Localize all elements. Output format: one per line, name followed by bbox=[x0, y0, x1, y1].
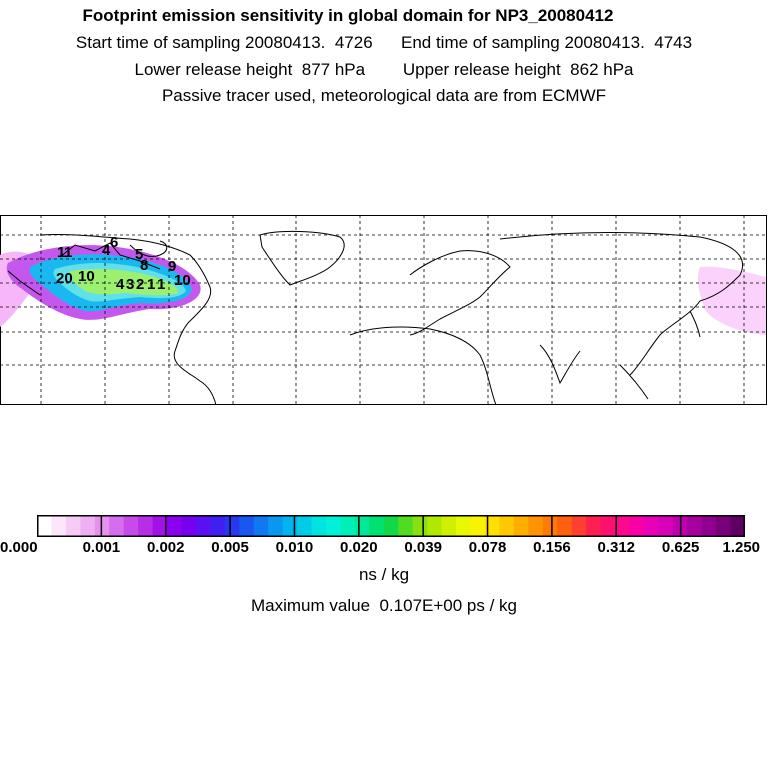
colorbar-segment bbox=[109, 515, 124, 537]
release-height-line: Lower release height 877 hPa Upper release height 862 hPa bbox=[134, 60, 634, 79]
colorbar-segment bbox=[254, 515, 269, 537]
colorbar-segment bbox=[312, 515, 327, 537]
colorbar-segment bbox=[572, 515, 587, 537]
colorbar-segment bbox=[528, 515, 543, 537]
colorbar-segment bbox=[167, 515, 182, 537]
trajectory-label: 4 bbox=[102, 242, 111, 259]
colorbar-segment bbox=[601, 515, 616, 537]
colorbar-segment bbox=[340, 515, 355, 537]
colorbar-segment bbox=[66, 515, 81, 537]
colorbar-segment bbox=[225, 515, 240, 537]
colorbar-segment bbox=[687, 515, 702, 537]
colorbar-segment bbox=[181, 515, 196, 537]
colorbar-segment bbox=[499, 515, 514, 537]
trajectory-label: 3 bbox=[126, 276, 135, 293]
colorbar-segment bbox=[702, 515, 717, 537]
tracer-info-line: Passive tracer used, meteorological data are from ECMWF bbox=[161, 86, 607, 105]
colorbar-segment bbox=[210, 515, 225, 537]
colorbar-segment bbox=[716, 515, 731, 537]
colorbar-segment bbox=[658, 515, 673, 537]
colorbar-segment bbox=[326, 515, 341, 537]
colorbar-segment bbox=[37, 515, 52, 537]
colorbar-segment bbox=[355, 515, 370, 537]
colorbar-tick-label: 0.312 bbox=[597, 539, 636, 556]
colorbar-segment bbox=[543, 515, 558, 537]
trajectory-label: 5 bbox=[135, 246, 144, 263]
trajectory-label: 20 bbox=[56, 270, 73, 287]
colorbar-segment bbox=[514, 515, 529, 537]
colorbar-tick-label: 0.010 bbox=[275, 539, 314, 556]
colorbar-segment bbox=[138, 515, 153, 537]
colorbar-segment bbox=[124, 515, 139, 537]
colorbar-tick-label: 0.000 bbox=[0, 539, 38, 556]
colorbar-segment bbox=[398, 515, 413, 537]
trajectory-label: 9 bbox=[168, 258, 177, 275]
colorbar-segment bbox=[442, 515, 457, 537]
colorbar-tick-label: 0.005 bbox=[211, 539, 249, 556]
colorbar-tick-label: 0.156 bbox=[533, 539, 571, 556]
colorbar-segment bbox=[427, 515, 442, 537]
colorbar-segment bbox=[615, 515, 630, 537]
trajectory-label: 1 bbox=[64, 244, 73, 261]
trajectory-label: 4 bbox=[116, 276, 125, 293]
plot-title: Footprint emission sensitivity in global domain for NP3_20080412 bbox=[82, 6, 614, 25]
colorbar-segment bbox=[239, 515, 254, 537]
colorbar-tick-label: 1.250 bbox=[722, 539, 761, 556]
colorbar bbox=[37, 515, 745, 537]
colorbar-segment bbox=[196, 515, 211, 537]
trajectory-label: 6 bbox=[110, 234, 119, 251]
colorbar-tick-label: 0.625 bbox=[661, 539, 700, 556]
colorbar-segment bbox=[95, 515, 110, 537]
trajectory-label: 1 bbox=[147, 276, 156, 293]
colorbar-segment bbox=[51, 515, 66, 537]
colorbar-tick-label: 0.020 bbox=[340, 539, 378, 556]
world-map bbox=[0, 215, 767, 405]
colorbar-unit: ns / kg bbox=[358, 565, 410, 584]
colorbar-segment bbox=[586, 515, 601, 537]
colorbar-tick-label: 0.001 bbox=[82, 539, 121, 556]
colorbar-segment bbox=[80, 515, 95, 537]
colorbar-segment bbox=[384, 515, 399, 537]
trajectory-label: 1 bbox=[57, 244, 66, 261]
colorbar-tick-label: 0.078 bbox=[468, 539, 507, 556]
trajectory-label: 2 bbox=[136, 276, 145, 293]
colorbar-segment bbox=[268, 515, 283, 537]
colorbar-segment bbox=[456, 515, 471, 537]
maximum-value-label: Maximum value 0.107E+00 ps / kg bbox=[251, 596, 517, 615]
colorbar-segment bbox=[644, 515, 659, 537]
trajectory-label: 1 bbox=[157, 276, 166, 293]
colorbar-segment bbox=[731, 515, 745, 537]
colorbar-segment bbox=[470, 515, 485, 537]
colorbar-segment bbox=[297, 515, 312, 537]
colorbar-segment bbox=[369, 515, 384, 537]
colorbar-segment bbox=[557, 515, 572, 537]
colorbar-tick-label: 0.039 bbox=[404, 539, 442, 556]
colorbar-tick-label: 0.002 bbox=[146, 539, 185, 556]
colorbar-segment bbox=[283, 515, 298, 537]
trajectory-label: 8 bbox=[140, 257, 149, 274]
sampling-time-line: Start time of sampling 20080413. 4726 End time of sampling 20080413. 4743 bbox=[75, 33, 693, 52]
colorbar-segment bbox=[413, 515, 428, 537]
trajectory-label: 10 bbox=[78, 268, 95, 285]
colorbar-segment bbox=[629, 515, 644, 537]
trajectory-label: 10 bbox=[174, 272, 191, 289]
